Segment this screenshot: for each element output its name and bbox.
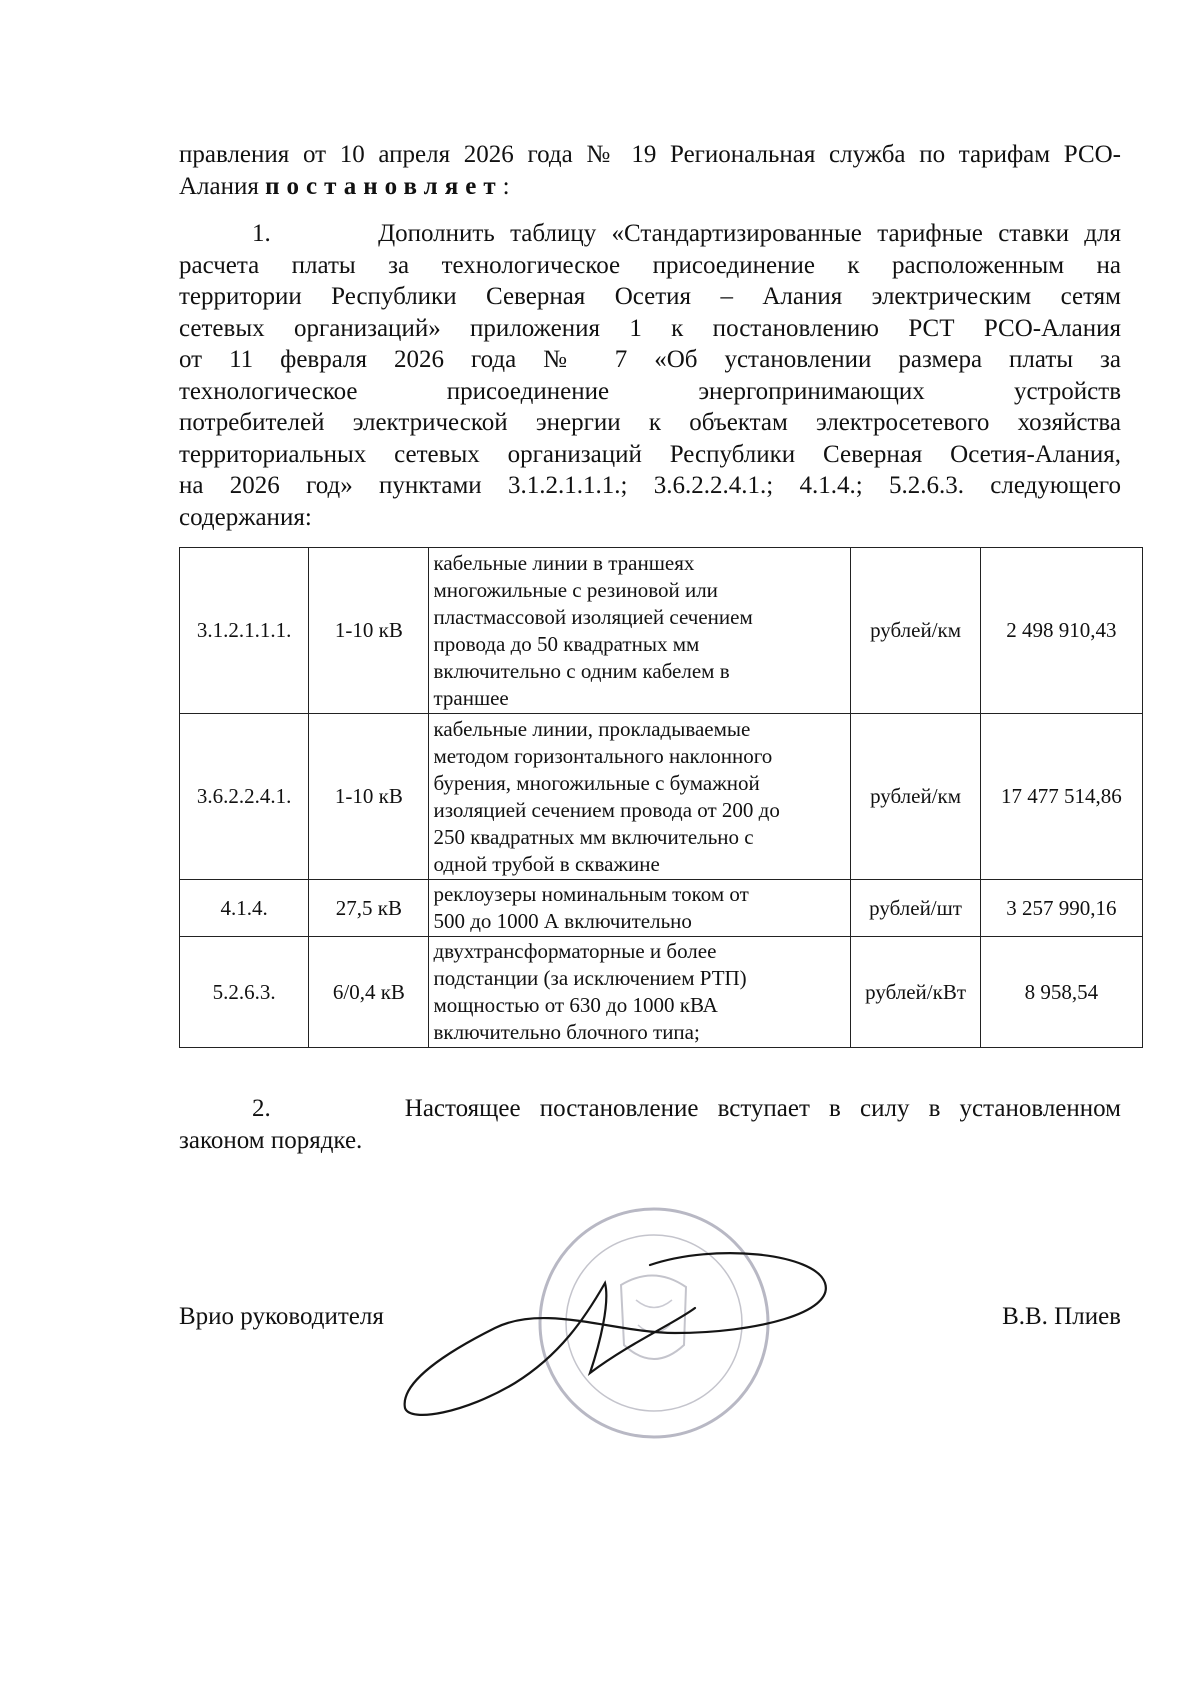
rate-code: 5.2.6.3. <box>180 937 309 1048</box>
rate-description-line: траншее <box>433 685 509 710</box>
intro-line-2-suffix: : <box>502 172 510 200</box>
rate-voltage: 27,5 кВ <box>309 880 429 937</box>
table-row <box>180 937 1143 1048</box>
rate-voltage: 1-10 кВ <box>309 714 429 880</box>
rate-description-line: мощностью от 630 до 1000 кВА <box>433 993 718 1017</box>
rate-price: 3 257 990,16 <box>980 880 1142 937</box>
rate-description-line: двухтрансформаторные и более <box>433 939 717 963</box>
rate-code: 3.1.2.1.1.1. <box>180 548 309 714</box>
item-1-paragraph <box>179 218 1121 533</box>
rate-description-line: кабельные линии, прокладываемые <box>433 716 751 741</box>
item-1-line-0-text: Дополнить таблицу «Стандартизированные тарифные ставки для <box>378 220 1121 247</box>
item-1-line-1: расчета платы за технологическое присоединение к расположенным на <box>179 251 1121 279</box>
intro-line-1: правления от 10 апреля 2026 года № 19 Региональная служба по тарифам РСО- <box>179 141 1121 168</box>
item-1-line-4: от 11 февраля 2026 года № 7 «Об установлении размера платы за <box>179 346 1121 373</box>
signature-stroke-icon <box>405 1253 826 1415</box>
rate-description <box>429 880 851 937</box>
item-2-line-1 <box>179 1093 1121 1125</box>
rate-price: 2 498 910,43 <box>980 548 1142 714</box>
rate-description-line: бурения, многожильные с бумажной <box>433 770 760 795</box>
intro-line-2-prefix: Алания <box>179 172 266 200</box>
item-1-last-line: содержания: <box>179 503 312 531</box>
rate-code: 3.6.2.2.4.1. <box>180 714 309 880</box>
rate-description-line: методом горизонтального наклонного <box>433 743 773 768</box>
rate-price: 17 477 514,86 <box>980 714 1142 880</box>
rate-description-line: провода до 50 квадратных мм <box>433 631 700 656</box>
rate-description-line: реклоузеры номинальным током от <box>433 882 749 906</box>
rate-description <box>429 548 851 714</box>
intro-line-2 <box>179 171 1121 203</box>
rate-price: 8 958,54 <box>980 937 1142 1048</box>
tariff-rates-table <box>179 547 1143 1048</box>
item-1-line-2: территории Республики Северная Осетия – Алания электрическим сетям <box>179 283 1121 310</box>
rate-unit: рублей/кВт <box>851 937 980 1048</box>
rate-description-line: 500 до 1000 А включительно <box>433 909 692 933</box>
rate-description-line: 250 квадратных мм включительно с <box>433 824 754 849</box>
rate-description <box>429 714 851 880</box>
rate-description-line: изоляцией сечением провода от 200 до <box>433 797 780 822</box>
rate-unit: рублей/км <box>851 714 980 880</box>
table-row <box>180 714 1143 880</box>
item-2-paragraph <box>179 1093 1121 1156</box>
item-1-line-0 <box>179 218 1121 250</box>
rate-description-line: кабельные линии в траншеях <box>433 550 695 575</box>
intro-paragraph <box>179 139 1121 202</box>
rate-description-line: включительно блочного типа; <box>433 1020 700 1044</box>
rate-unit: рублей/км <box>851 548 980 714</box>
signatory-name: В.В. Плиев <box>1002 1303 1121 1330</box>
item-1-number: 1. <box>252 220 271 247</box>
rate-voltage: 6/0,4 кВ <box>309 937 429 1048</box>
item-1-line-5: технологическое присоединение энергопринимающих устройств <box>179 377 1121 405</box>
item-2-line-1-text: Настоящее постановление вступает в силу в установленном <box>404 1095 1121 1122</box>
rate-description-line: одной трубой в скважине <box>433 851 660 876</box>
item-1-line-6: потребителей электрической энергии к объектам электросетевого хозяйства <box>179 409 1121 436</box>
rate-voltage: 1-10 кВ <box>309 548 429 714</box>
rate-unit: рублей/шт <box>851 880 980 937</box>
rate-description <box>429 937 851 1048</box>
rate-code: 4.1.4. <box>180 880 309 937</box>
item-2-line-2: законом порядке. <box>179 1126 363 1154</box>
resolves-word: постановляет <box>265 172 503 200</box>
table-row <box>180 880 1143 937</box>
item-2-number: 2. <box>252 1095 271 1122</box>
rate-description-line: многожильные с резиновой или <box>433 577 718 602</box>
handwritten-signature <box>395 1233 835 1423</box>
rate-description-line: подстанции (за исключением РТП) <box>433 966 747 990</box>
item-1-line-8: на 2026 год» пунктами 3.1.2.1.1.1.; 3.6.2.2.4.1.; 4.1.4.; 5.2.6.3. следующего <box>179 472 1121 499</box>
item-1-line-7: территориальных сетевых организаций Республики Северная Осетия-Алания, <box>179 440 1121 468</box>
table-row <box>180 548 1143 714</box>
signatory-title: Врио руководителя <box>179 1303 384 1330</box>
rate-description-line: включительно с одним кабелем в <box>433 658 730 683</box>
rate-description-line: пластмассовой изоляцией сечением <box>433 604 753 629</box>
item-1-line-3: сетевых организаций» приложения 1 к постановлению РСТ РСО-Алания <box>179 314 1121 342</box>
